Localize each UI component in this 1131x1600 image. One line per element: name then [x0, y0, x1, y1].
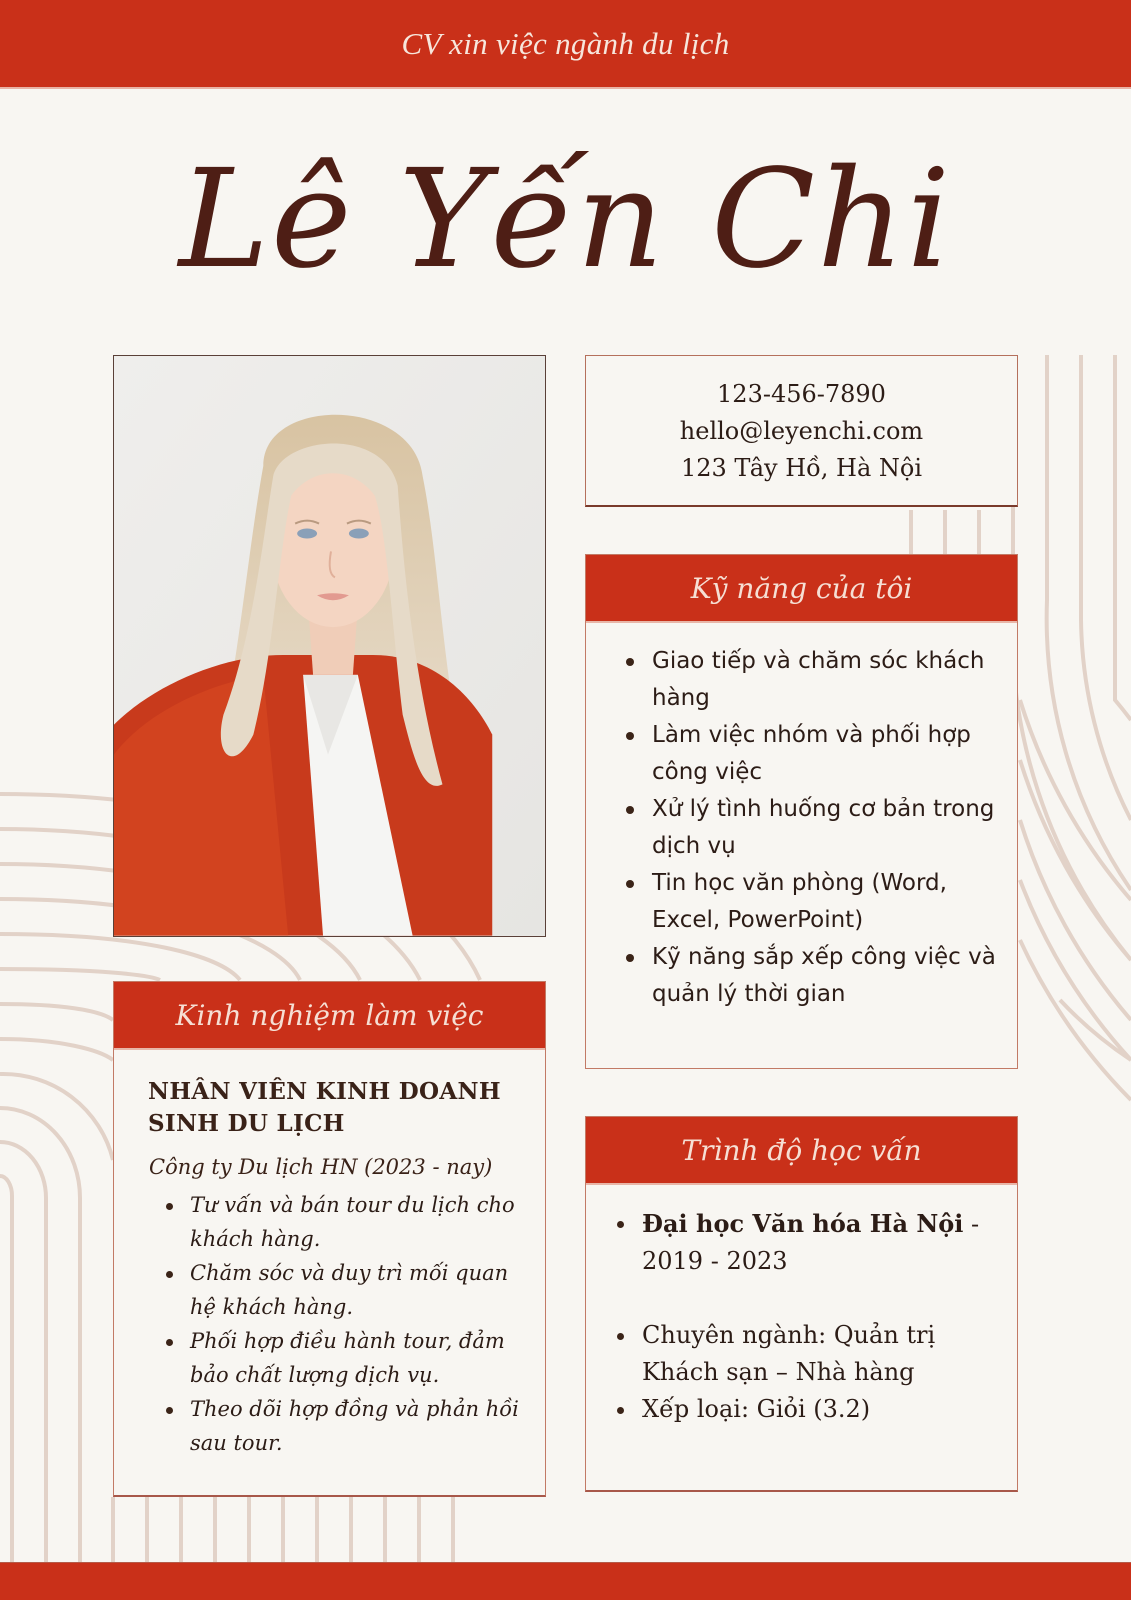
education-heading: Trình độ học vấn	[586, 1117, 1017, 1185]
profile-photo	[113, 355, 546, 937]
contact-box	[585, 355, 1018, 507]
skill-item: Làm việc nhóm và phối hợp công việc	[622, 717, 997, 791]
skills-panel	[585, 554, 1018, 1069]
experience-panel	[113, 981, 546, 1497]
candidate-name: Lê Yến Chi	[178, 141, 953, 299]
skills-list	[586, 623, 1017, 1013]
duty-item: Chăm sóc và duy trì mối quan hệ khách hàng.	[154, 1256, 535, 1324]
skill-item: Giao tiếp và chăm sóc khách hàng	[622, 643, 997, 717]
education-list	[586, 1185, 1017, 1428]
skills-heading: Kỹ năng của tôi	[586, 555, 1017, 623]
duty-item: Tư vấn và bán tour du lịch cho khách hàng.	[154, 1188, 535, 1256]
company-and-period: Công ty Du lịch HN (2023 - nay)	[149, 1155, 493, 1179]
skill-item: Tin học văn phòng (Word, Excel, PowerPoint)	[622, 865, 997, 939]
experience-heading: Kinh nghiệm làm việc	[114, 982, 545, 1050]
banner-title: CV xin việc ngành du lịch	[401, 25, 730, 61]
job-title: NHÂN VIÊN KINH DOANH SINH DU LỊCH	[148, 1078, 501, 1137]
study-period: - 2019 - 2023	[642, 1210, 980, 1275]
duties-list	[114, 1182, 545, 1460]
skill-item: Kỹ năng sắp xếp công việc và quản lý thời gian	[622, 939, 997, 1013]
header-banner	[0, 0, 1131, 89]
portrait-illustration	[114, 356, 545, 936]
education-grade-item: Xếp loại: Giỏi (3.2)	[606, 1391, 1003, 1428]
phone-number: 123-456-7890	[717, 380, 886, 408]
education-major-item: Chuyên ngành: Quản trị Khách sạn – Nhà hàng	[606, 1317, 1003, 1391]
duty-item: Phối hợp điều hành tour, đảm bảo chất lượng dịch vụ.	[154, 1324, 535, 1392]
email-address: hello@leyenchi.com	[679, 417, 924, 445]
skill-item: Xử lý tình huống cơ bản trong dịch vụ	[622, 791, 997, 865]
education-panel	[585, 1116, 1018, 1492]
school-name: Đại học Văn hóa Hà Nội	[642, 1209, 964, 1238]
duty-item: Theo dõi hợp đồng và phản hồi sau tour.	[154, 1392, 535, 1460]
home-address: 123 Tây Hồ, Hà Nội	[680, 454, 923, 482]
footer-banner	[0, 1562, 1131, 1600]
education-school-item	[606, 1205, 1003, 1280]
